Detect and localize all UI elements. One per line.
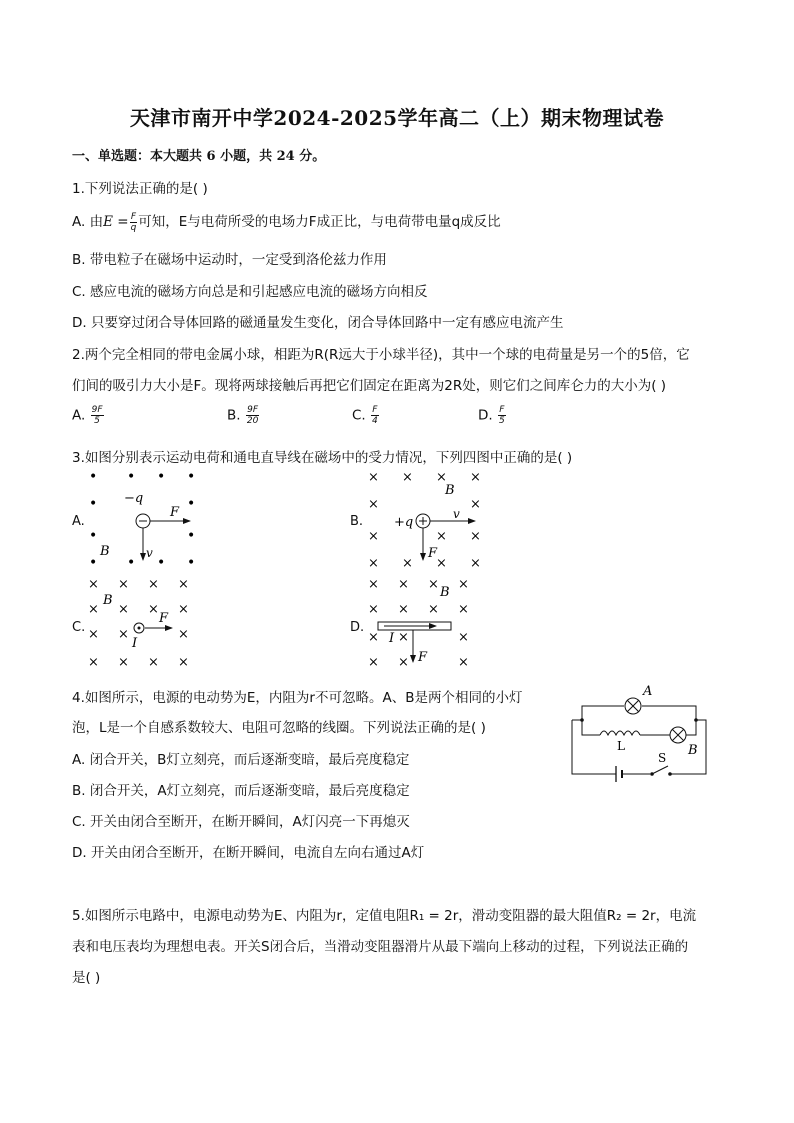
cross-mark: × [118, 627, 129, 642]
cross-mark: × [398, 577, 409, 592]
q2-b-den: 20 [246, 416, 259, 426]
q3-a-field-label: B [100, 544, 110, 559]
circuit-wire-mid [686, 720, 696, 735]
cross-mark: × [428, 602, 439, 617]
q4-stem-line1: 4.如图所示，电源的电动势为E，内阻为r不可忽略。A、B是两个相同的小灯 [72, 690, 523, 706]
dot-mark: • [89, 496, 98, 512]
q5-stem-line1: 5.如图所示电路中，电源电动势为E、内阻为r，定值电阻R₁ = 2r，滑动变阻器的最大阻值R₂ = 2r，电流 [72, 908, 697, 924]
cross-mark: × [402, 556, 413, 571]
cross-mark: × [458, 655, 469, 670]
dot-mark: • [89, 469, 98, 485]
q4-option-c: C. 开关由闭合至断开，在断开瞬间，A灯闪亮一下再熄灭 [72, 814, 410, 830]
cross-mark: × [88, 627, 99, 642]
q2-option-b-label: B. [227, 407, 241, 424]
q3-d-force-label: F [418, 650, 428, 665]
cross-mark: × [88, 655, 99, 670]
cross-mark: × [118, 655, 129, 670]
cross-mark: × [148, 655, 159, 670]
circuit-wire-top [582, 706, 624, 720]
cross-mark: × [436, 556, 447, 571]
cross-mark: × [458, 602, 469, 617]
cross-mark: × [470, 470, 481, 485]
cross-mark: × [368, 577, 379, 592]
q1-frac-num: F [130, 211, 137, 222]
dot-mark: • [187, 555, 196, 571]
q4-option-a: A. 闭合开关，B灯立刻亮，而后逐渐变暗，最后亮度稳定 [72, 752, 410, 768]
q1-option-a-prefix: A. 由 [72, 214, 104, 230]
lamp-a-label: A [643, 684, 653, 699]
coil-l-icon [600, 731, 640, 735]
q3-label-a: A. [72, 514, 85, 529]
q2-a-den: 5 [94, 416, 100, 426]
circuit-junction [580, 718, 584, 722]
q3-fig-c [88, 577, 189, 670]
q3-a-force-label: F [170, 505, 180, 520]
q3-fig-d [368, 577, 469, 670]
q1-frac-den: q [130, 222, 137, 233]
q2-option-a-label: A. [72, 407, 86, 424]
cross-mark: × [178, 577, 189, 592]
q3-a-charge-label: −q [124, 491, 144, 506]
q3-c-force-label: F [159, 611, 169, 626]
q1-option-a-text: 可知，E与电荷所受的电场力F成正比，与电荷带电量q成反比 [138, 214, 501, 230]
q2-b-num: 9F [247, 405, 259, 415]
circuit-junction [694, 718, 698, 722]
cross-mark: × [148, 577, 159, 592]
cross-mark: × [88, 602, 99, 617]
circuit-wire-mid [582, 720, 600, 735]
q3-fig-a [89, 469, 195, 571]
q3-c-field-label: B [103, 593, 113, 608]
dot-mark: • [157, 469, 166, 485]
cross-mark: × [436, 529, 447, 544]
switch-s-icon [652, 766, 668, 774]
q3-d-field-label: B [440, 585, 450, 600]
dot-mark: • [187, 469, 196, 485]
q3-a-velocity-label: v [146, 546, 153, 560]
cross-mark: × [470, 497, 481, 512]
coil-l-label: L [617, 739, 625, 753]
q2-a-num: 9F [91, 405, 103, 415]
q4-option-b: B. 闭合开关，A灯立刻亮，而后逐渐变暗，最后亮度稳定 [72, 783, 410, 799]
q2-option-c-label: C. [352, 407, 366, 424]
q4-option-d: D. 开关由闭合至断开，在断开瞬间，电流自左向右通过A灯 [72, 845, 425, 861]
dot-mark: • [187, 528, 196, 544]
page-title: 天津市南开中学2024-2025学年高二（上）期末物理试卷 [129, 106, 665, 130]
cross-mark: × [398, 655, 409, 670]
dot-mark: • [127, 555, 136, 571]
q4-stem-line2: 泡，L是一个自感系数较大、电阻可忽略的线圈。下列说法正确的是( ) [72, 720, 486, 736]
q2-stem-line2: 们间的吸引力大小是F。现将两球接触后再把它们固定在距离为2R处，则它们之间库仑力的大小为( ) [72, 378, 667, 394]
cross-mark: × [178, 627, 189, 642]
cross-mark: × [118, 602, 129, 617]
q1-stem: 1.下列说法正确的是( ) [72, 181, 208, 197]
q3-d-current-label: I [389, 631, 395, 646]
q3-b-charge-label: +q [394, 515, 414, 530]
dot-mark: • [187, 496, 196, 512]
cross-mark: × [458, 577, 469, 592]
cross-mark: × [470, 556, 481, 571]
cross-mark: × [398, 630, 409, 645]
cross-mark: × [368, 556, 379, 571]
cross-mark: × [368, 470, 379, 485]
cross-mark: × [368, 655, 379, 670]
cross-mark: × [178, 655, 189, 670]
cross-mark: × [368, 602, 379, 617]
cross-mark: × [428, 577, 439, 592]
switch-s-label: S [658, 751, 667, 765]
lamp-b-label: B [688, 743, 698, 758]
q3-b-velocity-label: v [453, 507, 460, 521]
q3-label-c: C. [72, 620, 86, 635]
cross-mark: × [436, 470, 447, 485]
cross-mark: × [148, 602, 159, 617]
q1-option-b: B. 带电粒子在磁场中运动时，一定受到洛伦兹力作用 [72, 252, 387, 268]
q3-b-force-label: F [428, 546, 438, 561]
q3-b-field-label: B [445, 483, 455, 498]
q3-stem: 3.如图分别表示运动电荷和通电直导线在磁场中的受力情况，下列四图中正确的是( ) [72, 450, 573, 466]
dot-mark: • [89, 528, 98, 544]
cross-mark: × [470, 529, 481, 544]
section-heading: 一、单选题：本大题共 6 小题，共 24 分。 [72, 149, 326, 164]
q5-stem-line3: 是( ) [72, 970, 101, 986]
cross-mark: × [402, 470, 413, 485]
cross-mark: × [368, 529, 379, 544]
q5-stem-line2: 表和电压表均为理想电表。开关S闭合后，当滑动变阻器滑片从最下端向上移动的过程，下列说法正确的 [72, 939, 689, 955]
cross-mark: × [368, 630, 379, 645]
q3-label-b: B. [350, 514, 364, 529]
circuit-wire-top [642, 706, 696, 720]
q3-label-d: D. [350, 620, 365, 635]
cross-mark: × [178, 602, 189, 617]
switch-contact [668, 772, 672, 776]
dot-mark: • [127, 469, 136, 485]
q2-d-num: F [499, 405, 505, 415]
q1-option-d: D. 只要穿过闭合导体回路的磁通量发生变化，闭合导体回路中一定有感应电流产生 [72, 315, 564, 331]
q2-c-num: F [372, 405, 378, 415]
cross-mark: × [118, 577, 129, 592]
q1-option-a-eq: E = [103, 214, 129, 230]
cross-mark: × [88, 577, 99, 592]
cross-mark: × [458, 630, 469, 645]
q2-d-den: 5 [498, 416, 505, 426]
q2-option-d-label: D. [478, 407, 493, 424]
q2-stem-line1: 2.两个完全相同的带电金属小球，相距为R(R远大于小球半径)，其中一个球的电荷量是另一个的5倍，它 [72, 347, 690, 363]
q1-option-c: C. 感应电流的磁场方向总是和引起感应电流的磁场方向相反 [72, 284, 428, 300]
q4-circuit-diagram [560, 680, 730, 790]
q2-c-den: 4 [372, 416, 378, 426]
q3-fig-b [368, 470, 481, 571]
q3-c-wire-dot [138, 627, 141, 630]
circuit-wire-left [572, 720, 608, 774]
cross-mark: × [398, 602, 409, 617]
dot-mark: • [89, 555, 98, 571]
cross-mark: × [368, 497, 379, 512]
q3-c-current-label: I [132, 636, 138, 651]
dot-mark: • [157, 555, 166, 571]
